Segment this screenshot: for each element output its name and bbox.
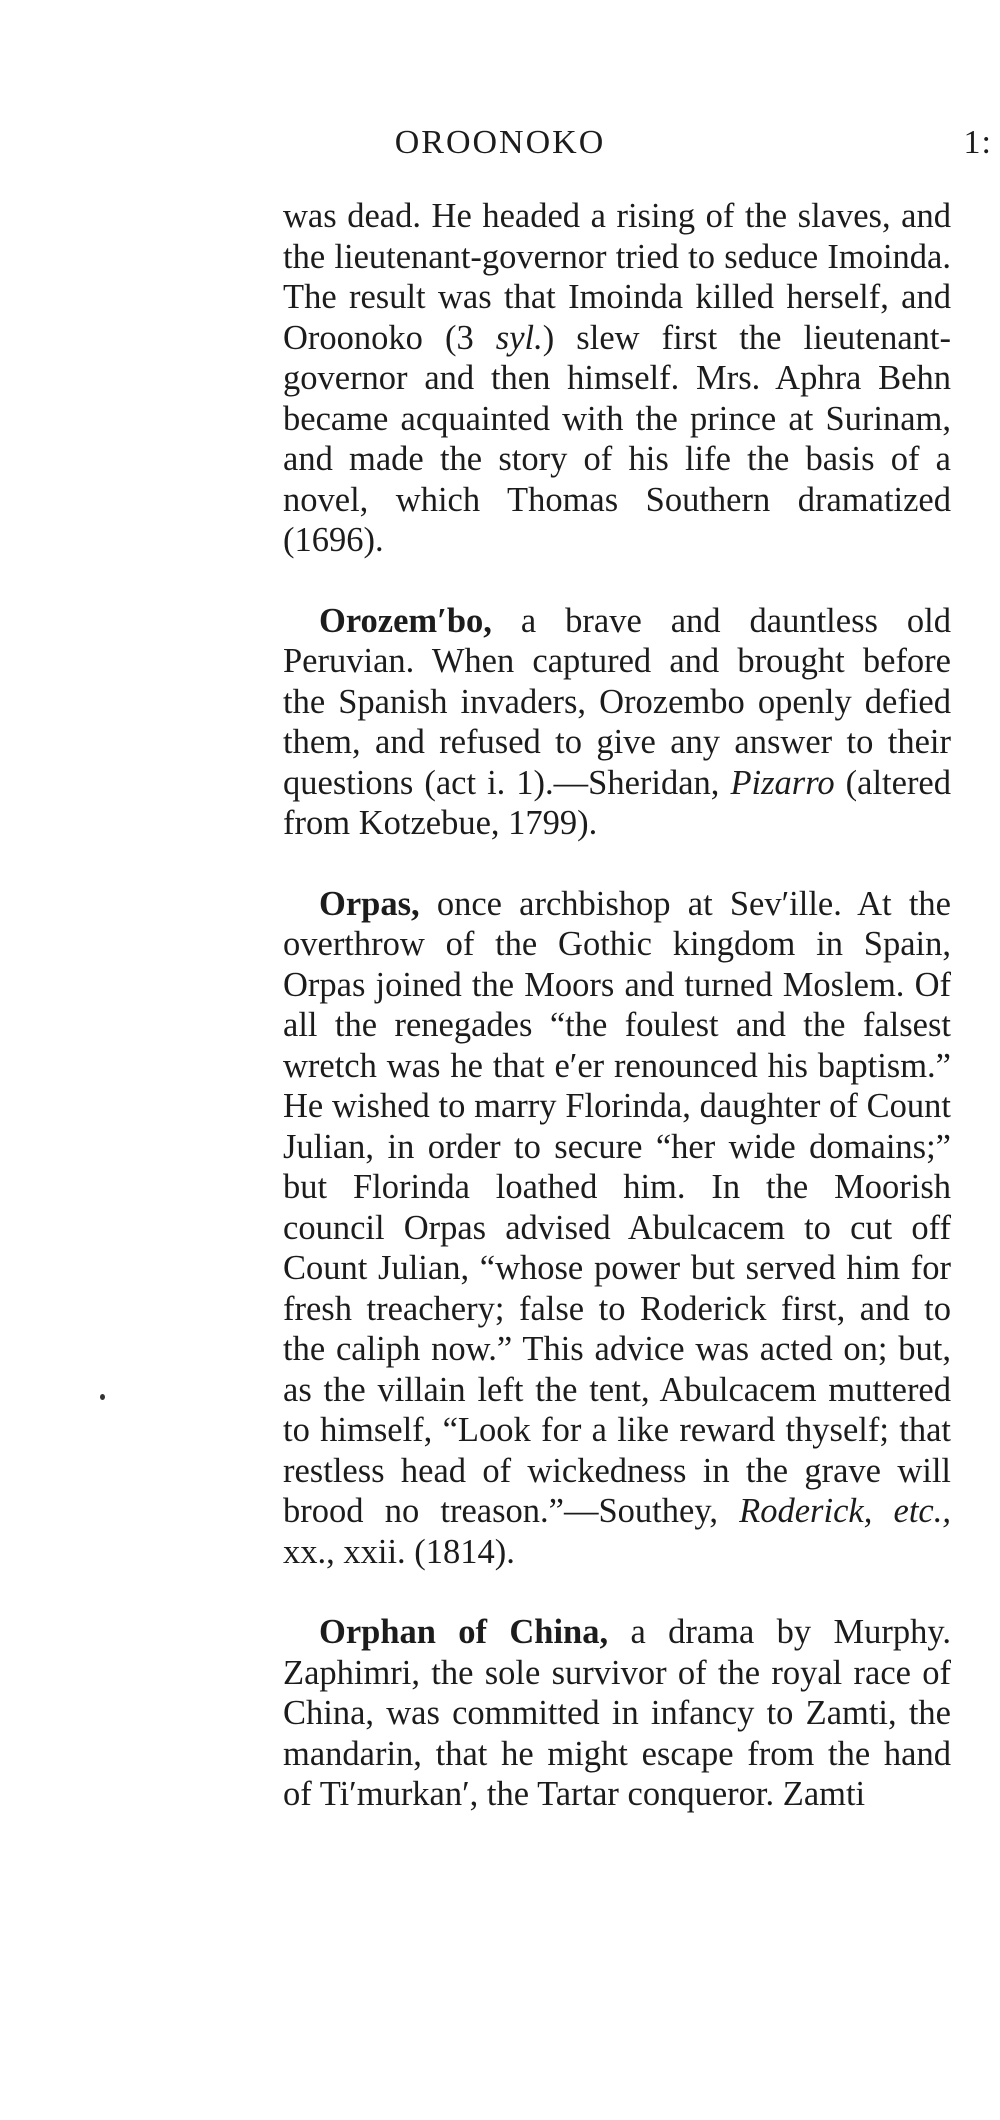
entry-text-after: ) slew first the lieutenant-governor and then himself. Mrs. Aphra Behn became acquainted with the prince at Surinam, and made the story of his life the basis of a novel, which Thomas Southern dramatized (1696).: [283, 318, 951, 559]
running-head-title: OROONOKO: [394, 124, 606, 161]
entry-text: a brave and dauntless old Peruvian. When captured and brought before the Spanish invaders, Orozembo openly defied them, and refused to give any answer to their questions (act i. 1).—Sheridan,: [283, 601, 951, 802]
running-head: [0, 124, 1000, 164]
entry-text-after: xx., xxii. (1814).: [283, 1532, 515, 1571]
entry-italic: Pizarro: [730, 763, 835, 802]
body-text: [283, 196, 951, 1855]
entry-text: once archbishop at Sev′ille. At the overthrow of the Gothic kingdom in Spain, Orpas joined the Moors and turned Moslem. Of all the renegades “the foulest and the falsest wretch was he that e′er renounced his baptism.” He wished to marry Florinda, daughter of Count Julian, in order to secure “her wide domains;” but Florinda loathed him. In the Moorish council Orpas advised Abulcacem to cut off Count Julian, “whose power but served him for fresh treachery; false to Roderick first, and to the caliph now.” This advice was acted on; but, as the villain left the tent, Abulcacem muttered to himself, “Look for a like reward thyself; that restless head of wickedness in the grave will brood no treason.”—Southey,: [283, 884, 951, 1530]
ink-speck: [100, 1394, 105, 1400]
entry-text: a drama by Murphy. Zaphimri, the sole survivor of the royal race of China, was committed in infancy to Zamti, the mandarin, that he might escape from the hand of Ti′murkan′, the Tartar conqueror. Zamti: [283, 1613, 952, 1813]
entry-orozembo: [283, 601, 951, 844]
headword: Orpas,: [319, 884, 420, 923]
entry-orpas: [283, 884, 951, 1573]
entry-italic: Roderick, etc.,: [739, 1492, 951, 1530]
headword: Orozem′bo,: [319, 601, 492, 640]
entry-text-after: (altered from Kotzebue, 1799).: [283, 763, 951, 842]
entry-text: was dead. He headed a rising of the slaves, and the lieutenant-governor tried to seduce Imoinda. The result was that Imoinda killed herself, and Oroonoko (3: [283, 197, 951, 357]
entry-italic: syl.: [495, 318, 543, 357]
headword: Orphan of China,: [319, 1613, 609, 1651]
entry-orphan-of-china: [283, 1612, 951, 1815]
page-number: 1:: [963, 124, 992, 161]
entry-oroonoko-continued: [283, 196, 951, 561]
